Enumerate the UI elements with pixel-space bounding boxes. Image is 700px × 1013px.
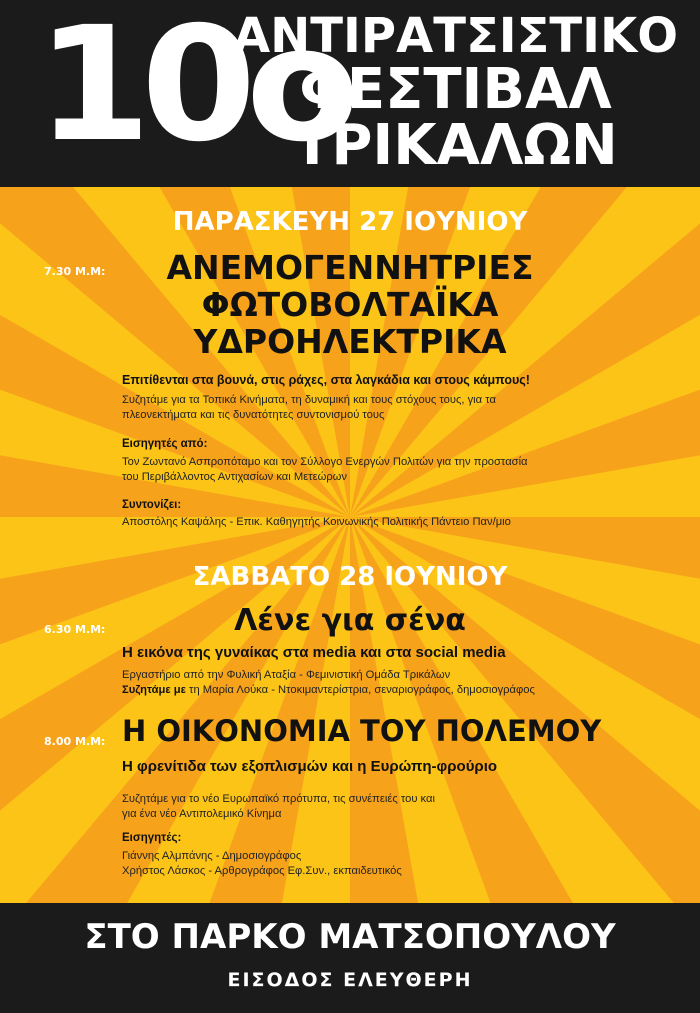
saturday-event1-rest: τη Μαρία Λούκα - Ντοκιμαντερίστρια, σεναριογράφος, δημοσιογράφος — [185, 684, 535, 696]
friday-coordinator-label: Συντονίζει: — [122, 499, 182, 511]
title-line-1: ΑΝΤΙΡΑΤΣΙΣΤΙΚΟ — [232, 8, 678, 64]
saturday-event2-subtitle: Η φρενίτιδα των εξοπλισμών και η Ευρώπη-φρούριο — [122, 758, 498, 775]
friday-description — [122, 393, 496, 423]
venue: ΣΤΟ ΠΑΡΚΟ ΜΑΤΣΟΠΟΥΛΟΥ — [84, 917, 616, 957]
saturday-event1-line: Εργαστήριο από την Φυλική Αταξία - Φεμινιστική Ομάδα Τρικάλων — [122, 669, 451, 681]
saturday-event2-title: Η ΟΙΚΟΝΟΜΙΑ ΤΟΥ ΠΟΛΕΜΟΥ — [122, 714, 602, 748]
saturday-event1-subtitle: Η εικόνα της γυναίκας στα media και στα social media — [122, 644, 506, 661]
friday-time: 7.30 Μ.Μ: — [44, 265, 106, 278]
saturday-event1-time: 6.30 Μ.Μ: — [44, 623, 106, 636]
saturday-event2-speakers — [122, 849, 402, 879]
saturday-event2-speakers-label: Εισηγητές: — [122, 832, 182, 844]
friday-title-line: ΥΔΡΟΗΛΕΚΤΡΙΚΑ — [193, 322, 507, 361]
sunburst-background — [0, 187, 700, 903]
saturday-event1-details — [122, 668, 535, 698]
title-line-3: ΤΡΙΚΑΛΩΝ — [293, 113, 618, 178]
friday-title-line: ΦΩΤΟΒΟΛΤΑΪΚΑ — [201, 285, 499, 324]
saturday-event2-time: 8.00 Μ.Μ: — [44, 735, 106, 748]
footer-banner — [0, 903, 700, 1013]
saturday-event1-title: Λένε για σένα — [234, 603, 466, 638]
saturday-event2-speaker: Χρήστος Λάσκος - Αρθρογράφος Εφ.Συν., εκπαιδευτικός — [122, 865, 402, 877]
friday-speakers-line: του Περιβάλλοντος Αντιχασίων και Μετεώρων — [122, 471, 348, 483]
friday-date: ΠΑΡΑΣΚΕΥΗ 27 ΙΟΥΝΙΟΥ — [172, 207, 528, 237]
saturday-event2-desc-line: Συζητάμε για το νέο Ευρωπαϊκό πρότυπα, τις συνέπειές του και — [122, 793, 435, 805]
saturday-event2-description — [122, 792, 435, 822]
saturday-event2-speaker: Γιάννης Αλμπάνης - Δημοσιογράφος — [122, 850, 302, 862]
saturday-event2-desc-line: για ένα νέο Αντιπολεμικό Κίνημα — [122, 808, 282, 820]
header-banner — [0, 0, 700, 187]
friday-title-line: ΑΝΕΜΟΓΕΝΝΗΤΡΙΕΣ — [166, 248, 534, 287]
friday-desc-line: Συζητάμε για τα Τοπικά Κινήματα, τη δυναμική και τους στόχους τους, για τα — [122, 394, 496, 406]
saturday-event1-line — [122, 683, 535, 698]
festival-title — [232, 8, 678, 178]
friday-speakers — [122, 455, 528, 485]
friday-desc-line: πλεονεκτήματα και τις δυνατότητες συντονισμού τους — [122, 409, 385, 421]
saturday-date: ΣΑΒΒΑΤΟ 28 ΙΟΥΝΙΟΥ — [192, 562, 508, 592]
friday-speakers-label: Εισηγητές από: — [122, 438, 208, 450]
friday-title — [0, 249, 700, 360]
saturday-event1-bold: Συζητάμε με — [122, 684, 186, 696]
friday-headline: Επιτίθενται στα βουνά, στις ράχες, στα λαγκάδια και στους κάμπους! — [122, 373, 530, 387]
free-entry: ΕΙΣΟΔΟΣ ΕΛΕΥΘΕΡΗ — [227, 969, 473, 991]
edition-number: 10ο — [36, 0, 350, 177]
friday-speakers-line: Τον Ζωντανό Ασπροπόταμο και τον Σύλλογο Ενεργών Πολιτών για την προστασία — [122, 456, 528, 468]
title-line-2: ΦΕΣΤΙΒΑΛ — [299, 57, 612, 122]
friday-coordinator: Αποστόλης Καψάλης - Επικ. Καθηγητής Κοινωνικής Πολιτικής Πάντειο Παν/μιο — [122, 516, 511, 528]
